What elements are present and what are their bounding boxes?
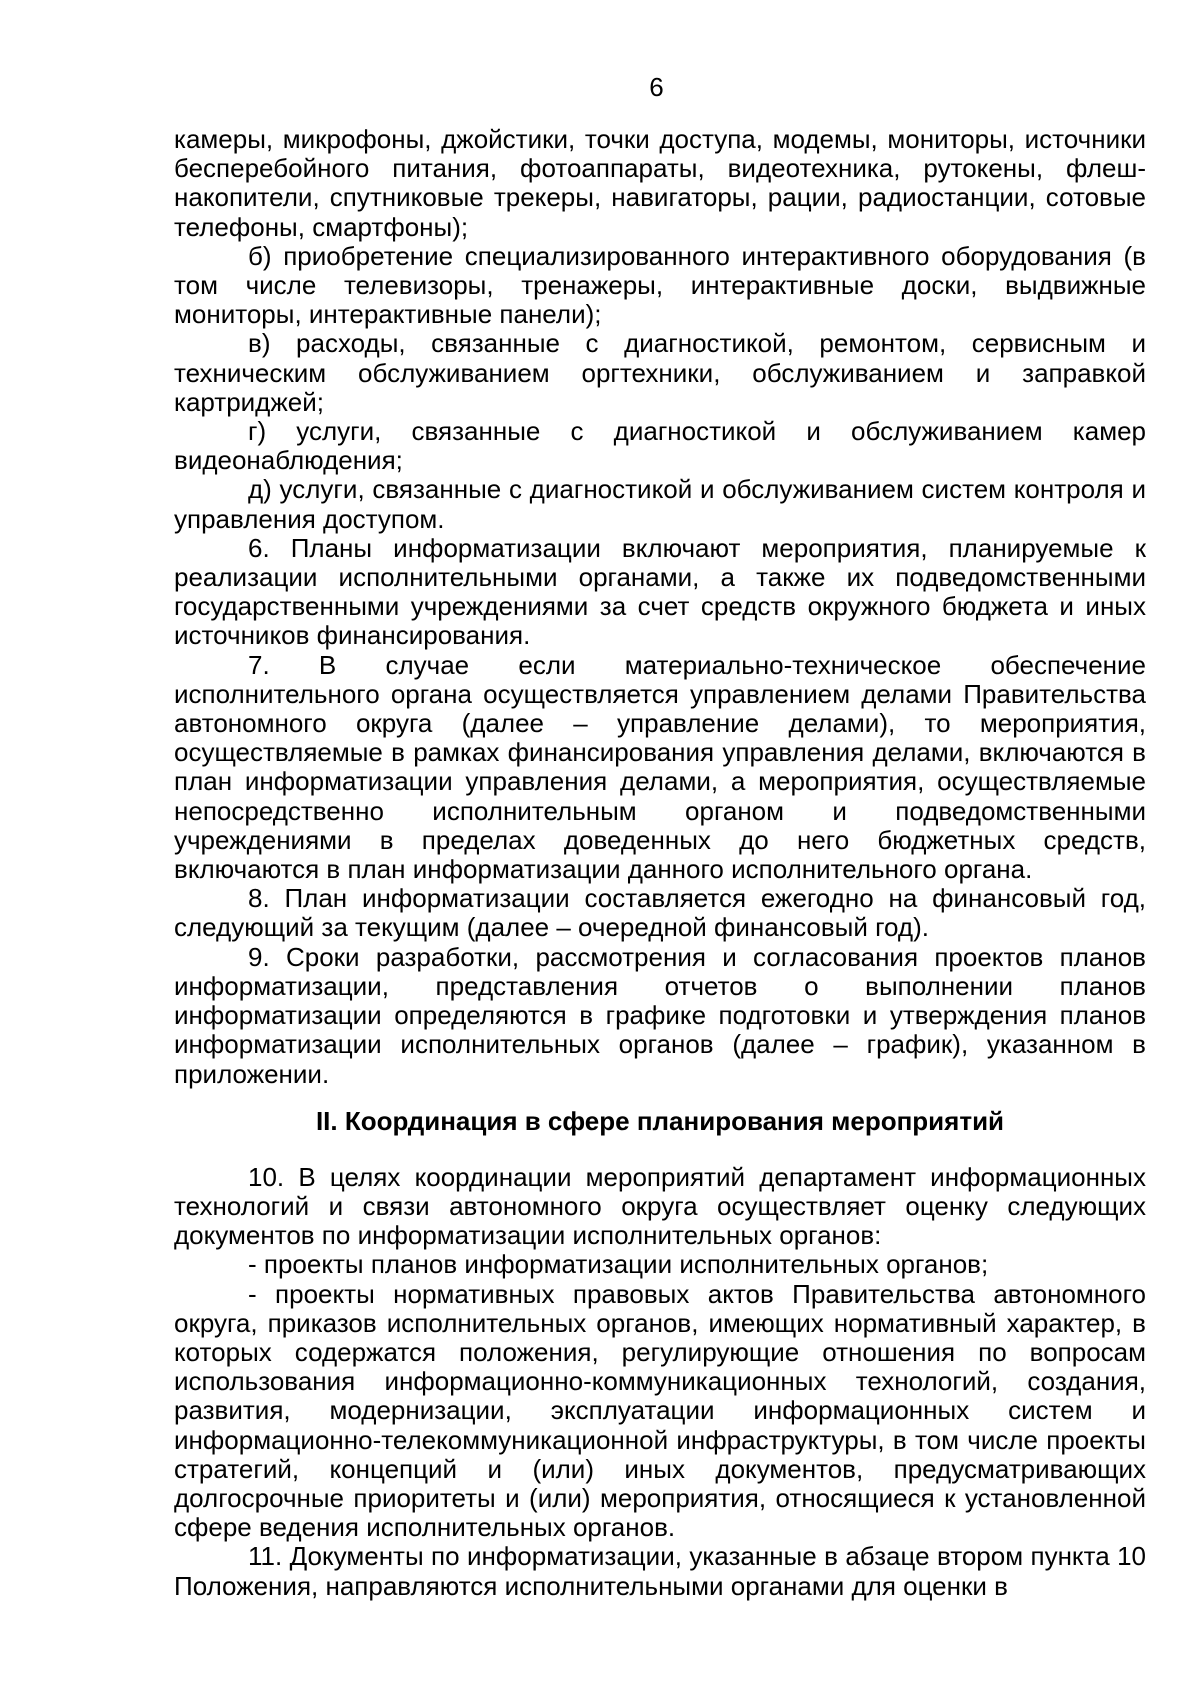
paragraph-bullet-acts: - проекты нормативных правовых актов Правительства автономного округа, приказов исполнительных органов, имеющих нормативный характер, в которых содержатся положения, регулирующие отношения по вопросам использования информационно-коммуникационных технологий, создания, развития, модернизации, эксплуатации информационных систем и информационно-телекоммуникационной инфраструктуры, в том числе проекты стратегий, концепций и (или) иных документов, предусматривающих долгосрочные приоритеты и (или) мероприятия, относящиеся к установленной сфере ведения исполнительных органов. bbox=[174, 1278, 1146, 1543]
paragraph-clause-9: 9. Сроки разработки, рассмотрения и согласования проектов планов информатизации, представления отчетов о выполнении планов информатизации определяются в графике подготовки и утверждения планов информатизации исполнительных органов (далее – график), указанном в приложении. bbox=[174, 941, 1146, 1089]
paragraph-clause-11: 11. Документы по информатизации, указанные в абзаце втором пункта 10 Положения, направляются исполнительными органами для оценки в bbox=[174, 1541, 1146, 1601]
paragraph-item-b: б) приобретение специализированного интерактивного оборудования (в том числе телевизоры, тренажеры, интерактивные доски, выдвижные мониторы, интерактивные панели); bbox=[174, 240, 1146, 330]
section-heading: II. Координация в сфере планирования мероприятий bbox=[315, 1105, 1005, 1136]
paragraph-clause-8: 8. План информатизации составляется ежегодно на финансовый год, следующий за текущим (далее – очередной финансовый год). bbox=[174, 883, 1146, 943]
paragraph-continued-list: камеры, микрофоны, джойстики, точки доступа, модемы, мониторы, источники бесперебойного питания, фотоаппараты, видеотехника, рутокены, флеш-накопители, спутниковые трекеры, навигаторы, рации, радиостанции, сотовые телефоны, смартфоны); bbox=[174, 124, 1146, 242]
paragraph-clause-6: 6. Планы информатизации включают мероприятия, планируемые к реализации исполнительными органами, а также их подведомственными государственными учреждениями за счет средств окружного бюджета и иных источников финансирования. bbox=[174, 532, 1146, 651]
paragraph-bullet-plans: - проекты планов информатизации исполнительных органов; bbox=[248, 1249, 989, 1280]
page-number: 6 bbox=[649, 72, 664, 102]
document-body bbox=[174, 125, 1146, 1601]
paragraph-item-d: д) услуги, связанные с диагностикой и обслуживанием систем контроля и управления доступом. bbox=[174, 474, 1146, 534]
paragraph-clause-10: 10. В целях координации мероприятий департамент информационных технологий и связи автономного округа осуществляет оценку следующих документов по информатизации исполнительных органов: bbox=[174, 1161, 1146, 1251]
paragraph-clause-7: 7. В случае если материально-техническое обеспечение исполнительного органа осуществляется управлением делами Правительства автономного округа (далее – управление делами), то мероприятия, осуществляемые в рамках финансирования управления делами, включаются в план информатизации управления делами, а мероприятия, осуществляемые непосредственно исполнительным органом и подведомственными учреждениями в пределах доведенных до него бюджетных средств, включаются в план информатизации данного исполнительного органа. bbox=[174, 649, 1146, 885]
paragraph-item-g: г) услуги, связанные с диагностикой и обслуживанием камер видеонаблюдения; bbox=[174, 416, 1146, 476]
paragraph-item-v: в) расходы, связанные с диагностикой, ремонтом, сервисным и техническим обслуживанием оргтехники, обслуживанием и заправкой картриджей; bbox=[174, 328, 1146, 417]
